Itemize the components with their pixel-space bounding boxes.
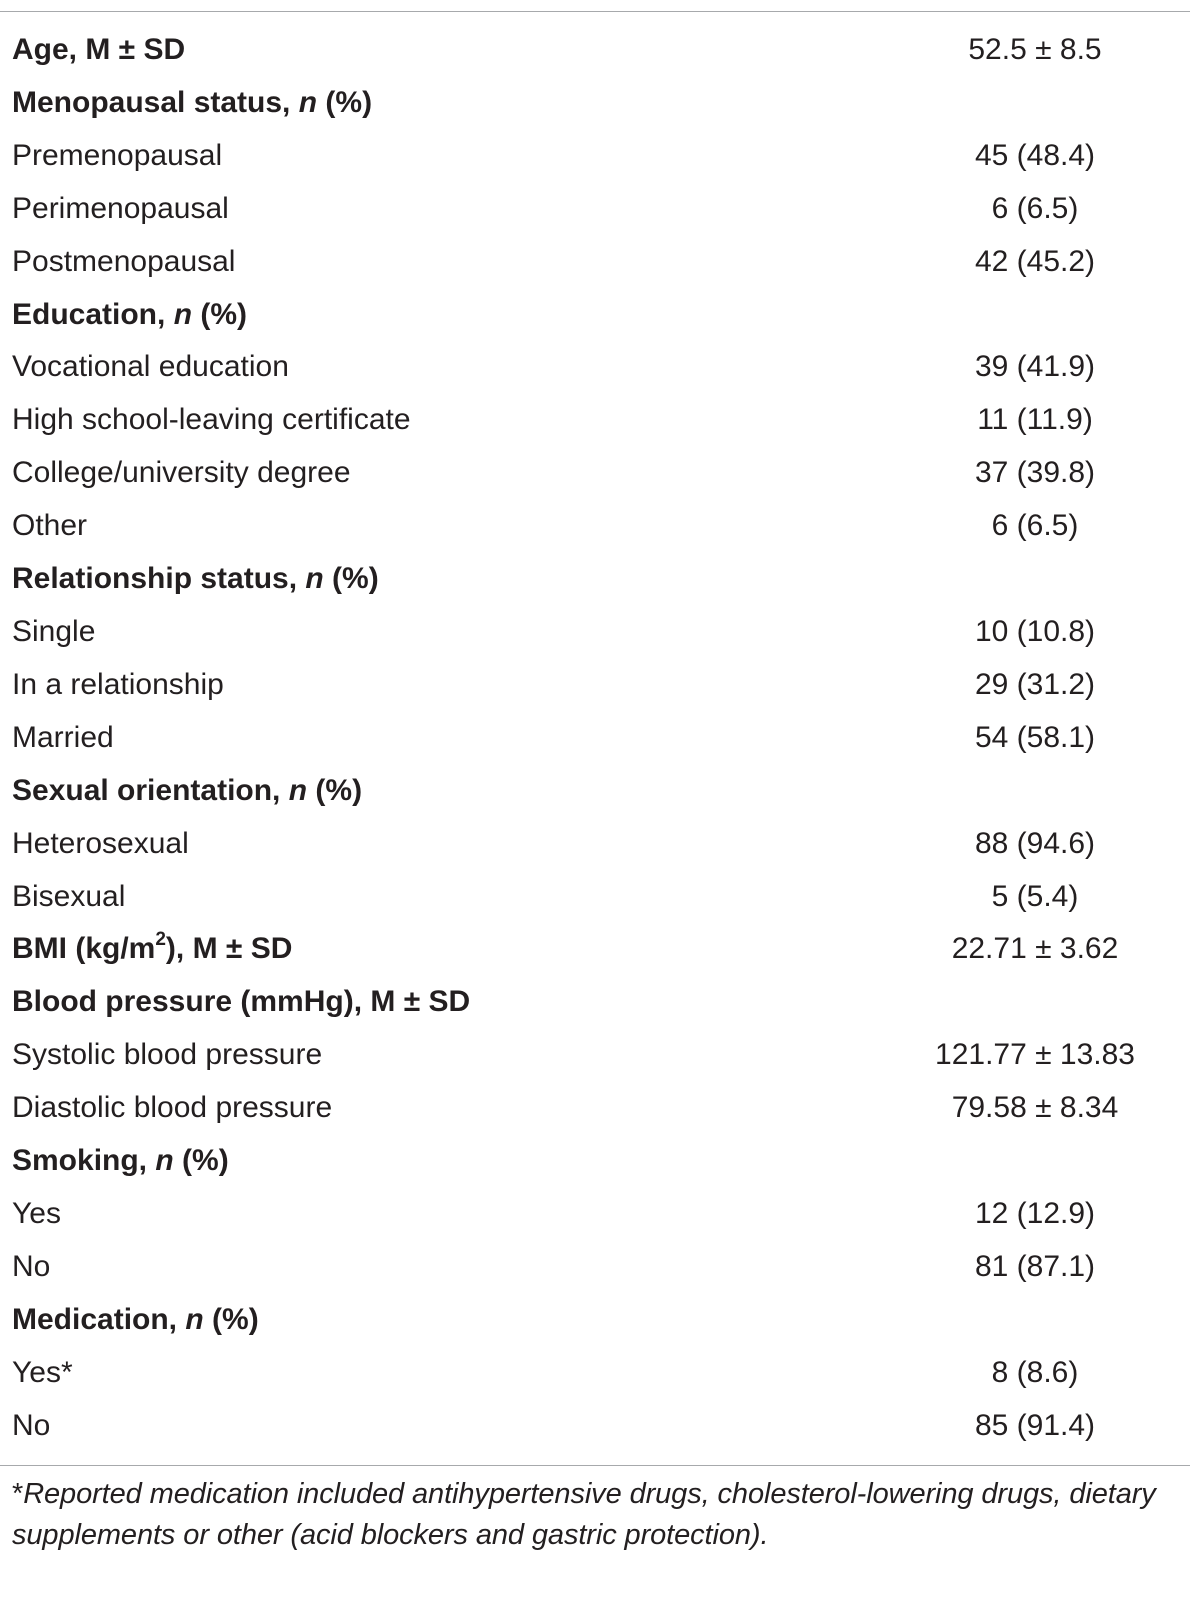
row-label: College/university degree	[12, 456, 351, 490]
label-text: Medication,	[12, 1302, 186, 1336]
row-value: 85 (91.4)	[974, 1408, 1096, 1442]
table-row	[0, 659, 1190, 712]
row-label: Yes	[12, 1196, 61, 1230]
footnote-text: Reported medication included antihypertensive drugs, cholesterol-lowering drugs, dietary supplements or other (acid blockers and gastric protection).	[12, 1478, 1156, 1551]
table-row	[0, 553, 1190, 606]
row-value: 6 (6.5)	[991, 509, 1079, 543]
label-text: Menopausal status,	[12, 85, 299, 119]
n-symbol: n	[173, 297, 193, 331]
n-symbol: n	[288, 773, 308, 807]
row-label: Heterosexual	[12, 826, 189, 860]
table-row	[0, 1347, 1190, 1400]
n-symbol: n	[305, 562, 324, 596]
table-row	[0, 606, 1190, 659]
table-row	[0, 1294, 1190, 1347]
row-value: 42 (45.2)	[974, 244, 1096, 278]
table-row	[0, 1400, 1190, 1453]
row-label	[0, 77, 880, 130]
row-value: 88 (94.6)	[974, 826, 1096, 860]
row-label	[0, 289, 880, 342]
table-row	[0, 1082, 1190, 1135]
row-label: Vocational education	[12, 350, 289, 384]
row-value	[880, 765, 1190, 818]
row-label	[0, 765, 880, 818]
row-label	[0, 1294, 880, 1347]
row-label: Systolic blood pressure	[12, 1038, 323, 1072]
row-label: Bisexual	[12, 879, 126, 913]
row-label: No	[12, 1408, 51, 1442]
row-value: 11 (11.9)	[977, 403, 1093, 437]
label-suffix: (%)	[173, 1144, 229, 1178]
row-label: No	[12, 1249, 51, 1283]
row-value	[880, 289, 1190, 342]
superscript-two: 2	[155, 929, 166, 951]
row-label: Diastolic blood pressure	[12, 1091, 333, 1125]
row-label	[0, 553, 880, 606]
table-row	[0, 712, 1190, 765]
n-symbol: n	[155, 1144, 174, 1178]
table-row	[0, 447, 1190, 500]
row-label	[0, 923, 880, 976]
row-label: Postmenopausal	[12, 244, 236, 278]
row-value: 6 (6.5)	[991, 191, 1079, 225]
n-symbol: n	[298, 85, 318, 119]
label-text: BMI (kg/m	[12, 932, 156, 966]
demographics-table	[0, 24, 1190, 1452]
label-text: Smoking,	[12, 1144, 156, 1178]
row-value	[880, 77, 1190, 130]
row-value	[880, 1135, 1190, 1188]
label-suffix: (%)	[192, 297, 248, 331]
table-row	[0, 1029, 1190, 1082]
table-row	[0, 1135, 1190, 1188]
table-row	[0, 765, 1190, 818]
row-value	[880, 976, 1190, 1029]
row-value: 81 (87.1)	[974, 1249, 1096, 1283]
row-label: High school-leaving certificate	[12, 403, 411, 437]
table-row	[0, 818, 1190, 871]
table-footnote	[12, 1474, 1190, 1556]
label-suffix: (%)	[203, 1302, 259, 1336]
row-value: 37 (39.8)	[974, 456, 1096, 490]
row-label: Married	[12, 720, 114, 754]
row-label: Single	[12, 614, 96, 648]
table-row	[0, 923, 1190, 976]
row-value: 22.71 ± 3.62	[951, 932, 1119, 966]
row-value: 8 (8.6)	[991, 1355, 1079, 1389]
table-top-rule	[0, 11, 1190, 12]
table-row	[0, 341, 1190, 394]
row-label: Perimenopausal	[12, 191, 229, 225]
label-text: Relationship status,	[12, 562, 306, 596]
row-value: 10 (10.8)	[974, 614, 1096, 648]
table-row	[0, 976, 1190, 1029]
table-row	[0, 183, 1190, 236]
row-label: Other	[12, 509, 88, 543]
row-label	[0, 1135, 880, 1188]
row-value: 29 (31.2)	[974, 667, 1096, 701]
label-suffix: (%)	[307, 773, 363, 807]
table-row	[0, 500, 1190, 553]
table-row	[0, 24, 1190, 77]
row-value: 79.58 ± 8.34	[951, 1091, 1119, 1125]
table-row	[0, 871, 1190, 924]
table-row	[0, 130, 1190, 183]
label-suffix: ), M ± SD	[165, 932, 293, 966]
footnote-mark: *	[12, 1478, 24, 1510]
row-label: Age, M ± SD	[12, 33, 186, 66]
row-label: Blood pressure (mmHg), M ± SD	[12, 985, 471, 1019]
n-symbol: n	[185, 1302, 204, 1336]
table-row	[0, 1241, 1190, 1294]
row-label: In a relationship	[12, 667, 224, 701]
table-row	[0, 289, 1190, 342]
table-row	[0, 236, 1190, 289]
row-value: 54 (58.1)	[974, 720, 1096, 754]
table-row	[0, 394, 1190, 447]
table-bottom-rule	[0, 1465, 1190, 1466]
row-value	[880, 553, 1190, 606]
label-text: Education,	[12, 297, 174, 331]
row-value: 5 (5.4)	[991, 879, 1079, 913]
row-value: 12 (12.9)	[974, 1196, 1096, 1230]
row-label: Premenopausal	[12, 138, 223, 172]
label-text: Sexual orientation,	[12, 773, 289, 807]
row-value: 121.77 ± 13.83	[935, 1038, 1135, 1072]
row-value: 52.5 ± 8.5	[968, 33, 1102, 66]
row-label: Yes*	[12, 1355, 73, 1389]
label-suffix: (%)	[323, 562, 379, 596]
row-value: 45 (48.4)	[974, 138, 1096, 172]
row-value	[880, 1294, 1190, 1347]
row-value: 39 (41.9)	[974, 350, 1096, 384]
table-row	[0, 77, 1190, 130]
label-suffix: (%)	[317, 85, 373, 119]
table-row	[0, 1188, 1190, 1241]
